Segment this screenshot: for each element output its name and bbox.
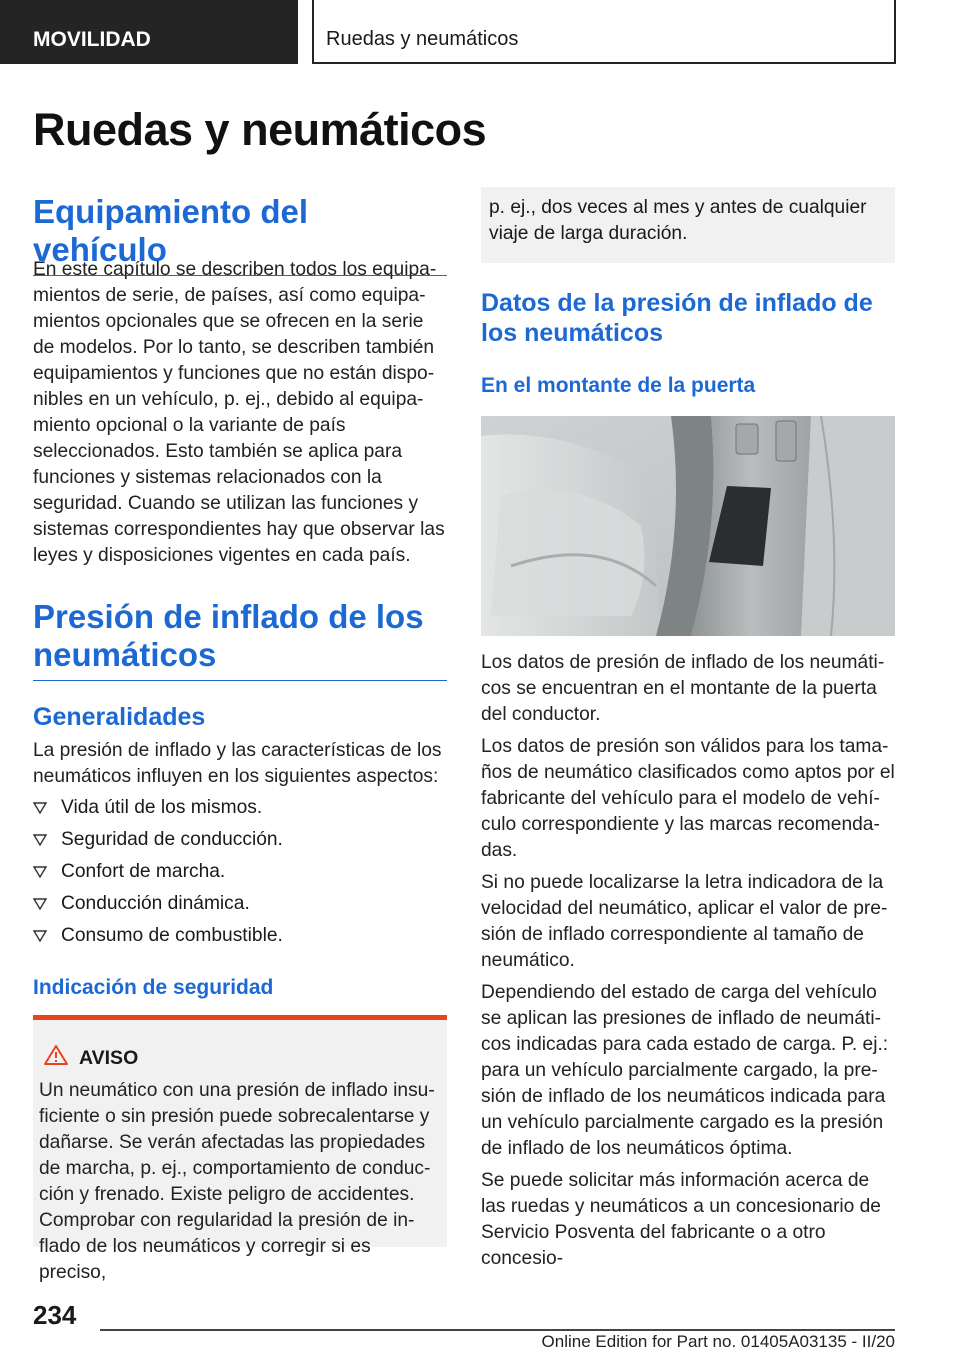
header-section-tab: MOVILIDAD bbox=[0, 0, 298, 64]
paragraph: Si no puede localizarse la letra indicadora de la velocidad del neumático, aplicar el valor de presión de inflado correspondiente al tamaño de neumático. bbox=[481, 872, 888, 971]
warning-text: Un neumático con una presión de inflado insuficiente o sin presión puede sobrecalentarse y dañarse. Se verán afectadas las propiedades de marcha, p. ej., comportamiento de conducción y frenado. Existe peligro de accidentes. Comprobar con regularidad la presión de inflado de los neumáticos y corregir si es preciso, bbox=[39, 1080, 435, 1283]
list-item-text: Conducción dinámica. bbox=[61, 893, 250, 914]
triangle-bullet-icon bbox=[33, 834, 61, 846]
list-item bbox=[33, 920, 447, 952]
paragraph: Dependiendo del estado de carga del vehículo se aplican las presiones de inflado de neumáticos indicadas para cada estado de carga. P. ej.: para un vehículo parcialmente cargado, la presión de inflado de los neumáticos indicada para un vehículo parcialmente cargado es la presión de inflado de los neumáticos óptima. bbox=[481, 982, 889, 1159]
list-item-text: Vida útil de los mismos. bbox=[61, 797, 263, 818]
equipment-heading: Equipamiento del vehículo bbox=[33, 193, 447, 276]
triangle-bullet-icon bbox=[33, 930, 61, 942]
triangle-bullet-icon bbox=[33, 802, 61, 814]
warning-continuation-box: p. ej., dos veces al mes y antes de cualquier viaje de larga duración. bbox=[481, 187, 895, 263]
list-item bbox=[33, 824, 447, 856]
list-item bbox=[33, 792, 447, 824]
page-number: 234 bbox=[33, 1300, 77, 1330]
pressure-heading: Presión de inflado de los neumáticos bbox=[33, 598, 447, 681]
door-pillar-photo bbox=[481, 416, 895, 636]
door-pillar-photo-drawing bbox=[481, 416, 895, 636]
warning-label: AVISO bbox=[79, 1046, 139, 1069]
list-item-text: Seguridad de conducción. bbox=[61, 829, 283, 850]
list-item bbox=[33, 856, 447, 888]
warning-title bbox=[39, 1044, 441, 1072]
list-item bbox=[33, 888, 447, 920]
pressure-data-text bbox=[481, 650, 895, 1278]
equipment-text: En este capítulo se describen todos los equipamientos de serie, de países, así como equipamientos opcionales que se ofrecen en la serie de modelos. Por lo tanto, se describen también equipamientos y funciones que no están disponibles en un vehículo, p. ej., debido al equipamiento opcional o la variante de país seleccionados. Esto también se aplica para funciones y sistemas relacionados con la seguridad. Cuando se utilizan las funciones y sistemas correspondientes hay que observar las leyes y disposiciones vigentes en cada país. bbox=[33, 259, 445, 566]
warning-box bbox=[33, 1015, 447, 1283]
pressure-data-heading: Datos de la presión de inflado de los neumáticos bbox=[481, 289, 873, 347]
warning-triangle-icon bbox=[43, 1044, 69, 1072]
safety-heading: Indicación de seguridad bbox=[33, 976, 274, 999]
list-item-text: Confort de marcha. bbox=[61, 861, 226, 882]
paragraph: Los datos de presión son válidos para los tamaños de neumático clasificados como aptos por el fabricante del vehículo para el modelo de vehículo correspondiente y las marcas recomendadas. bbox=[481, 736, 895, 861]
general-text: La presión de inflado y las características de los neumáticos influyen en los siguientes aspectos: bbox=[33, 740, 442, 787]
general-heading: Generalidades bbox=[33, 703, 206, 731]
paragraph: Los datos de presión de inflado de los neumáticos se encuentran en el montante de la puerta del conductor. bbox=[481, 652, 885, 725]
footer-edition: Online Edition for Part no. 01405A03135 - II/20 bbox=[541, 1332, 895, 1351]
triangle-bullet-icon bbox=[33, 898, 61, 910]
paragraph: Se puede solicitar más información acerca de las ruedas y neumáticos a un concesionario de Servicio Posventa del fabricante o a otro concesio- bbox=[481, 1170, 881, 1269]
footer-divider bbox=[100, 1329, 895, 1331]
list-item-text: Consumo de combustible. bbox=[61, 925, 283, 946]
page-title: Ruedas y neumáticos bbox=[33, 104, 487, 155]
header-chapter-tab: Ruedas y neumáticos bbox=[312, 0, 896, 64]
aspects-list bbox=[33, 792, 447, 952]
door-pillar-heading: En el montante de la puerta bbox=[481, 374, 756, 397]
triangle-bullet-icon bbox=[33, 866, 61, 878]
